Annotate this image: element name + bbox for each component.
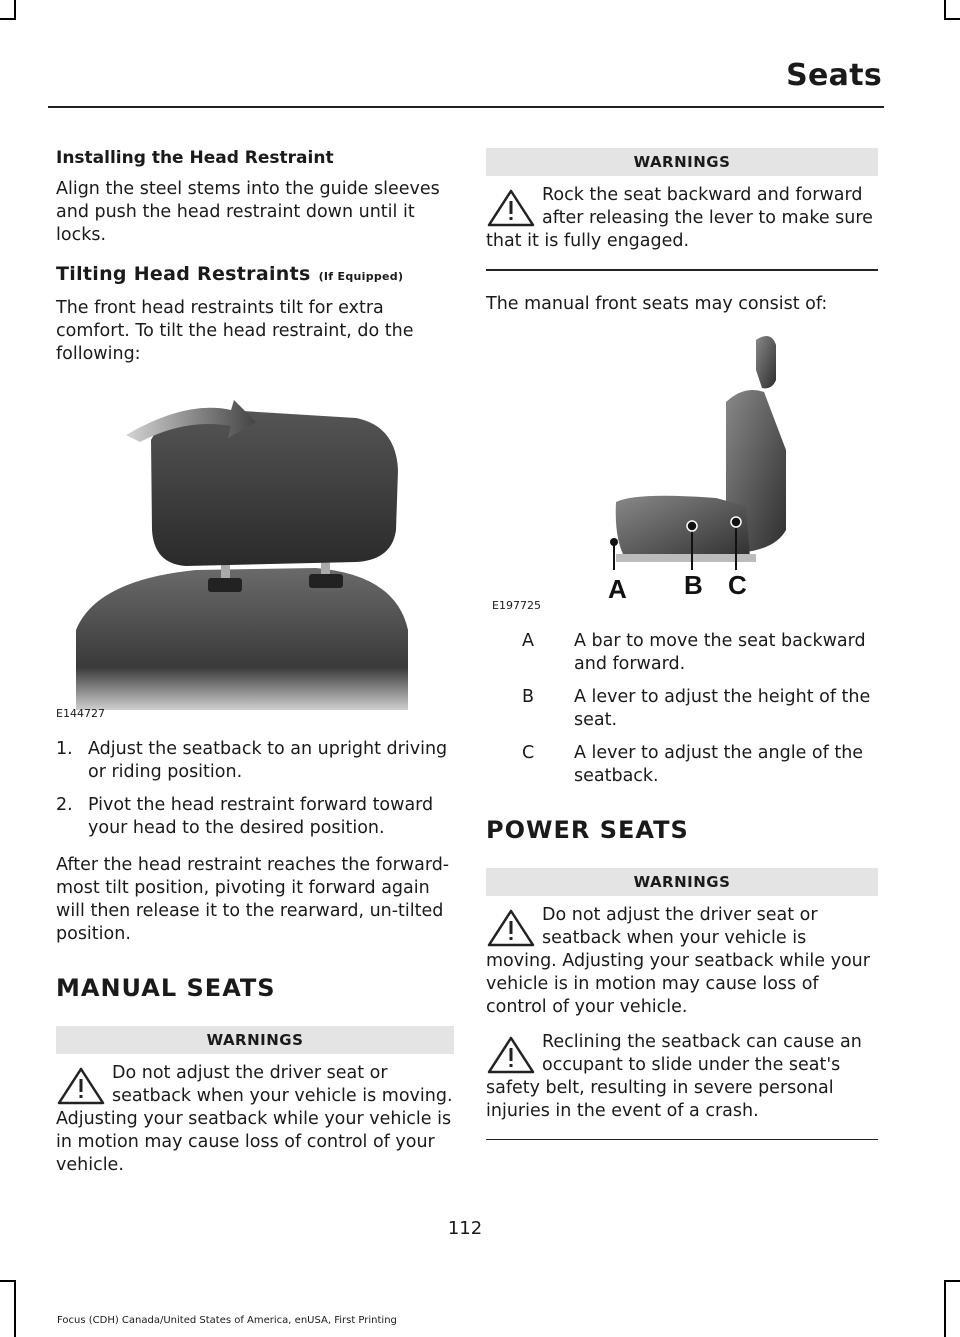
installing-text: Align the steel stems into the guide sleeves and push the head restraint down until it locks.	[56, 179, 440, 245]
legend-key: C	[522, 742, 535, 763]
warnings-header: WARNINGS	[486, 148, 878, 176]
seat-controls-figure	[486, 330, 878, 612]
figure-code: E144727	[56, 707, 105, 720]
list-item	[56, 794, 454, 840]
left-column	[56, 148, 454, 1189]
page-number: 112	[447, 1218, 483, 1239]
warnings-header: WARNINGS	[486, 868, 878, 896]
crop-mark	[944, 1280, 960, 1282]
head-restraint-figure	[56, 380, 454, 720]
warning-text: Rock the seat backward and forward after releasing the lever to make sure that it is fully engaged.	[486, 185, 873, 251]
legend-row	[486, 630, 878, 676]
warning-end-rule	[486, 1139, 878, 1141]
figure-label-a: A	[608, 573, 627, 604]
warning-item	[486, 904, 878, 1019]
manual-seats-heading: MANUAL SEATS	[56, 974, 276, 1002]
warning-triangle-icon	[56, 1066, 106, 1106]
figure-label-c: C	[728, 569, 747, 600]
figure-label-b: B	[684, 569, 703, 600]
warning-item	[486, 184, 878, 253]
legend-key: A	[522, 630, 534, 651]
warnings-header: WARNINGS	[56, 1026, 454, 1054]
if-equipped-note: (If Equipped)	[318, 270, 404, 283]
legend-key: B	[522, 686, 535, 707]
figure-code: E197725	[492, 598, 541, 612]
step-number: 1.	[56, 739, 73, 759]
after-text: After the head restraint reaches the forward-most tilt position, pivoting it forward again will then release it to the rearward, un-tilted position.	[56, 855, 450, 944]
legend-text: A lever to adjust the angle of the seatback.	[574, 742, 864, 786]
crop-mark	[0, 1280, 16, 1282]
crop-mark	[944, 1280, 946, 1337]
tilting-heading	[56, 263, 454, 285]
warning-item	[56, 1062, 454, 1177]
tilt-steps	[56, 738, 454, 840]
warning-text: Reclining the seatback can cause an occupant to slide under the seat's safety belt, resulting in severe personal injuries in the event of a crash.	[486, 1031, 862, 1121]
seat-controls-legend	[486, 630, 878, 788]
crop-mark	[14, 0, 16, 20]
header-rule	[48, 106, 884, 108]
right-column	[486, 148, 878, 1162]
legend-row	[486, 686, 878, 732]
warning-text: Do not adjust the driver seat or seatback when your vehicle is moving. Adjusting your seatback while your vehicle is in motion may cause loss of control of your vehicle.	[56, 1063, 453, 1175]
page-title: Seats	[786, 58, 882, 93]
consist-text: The manual front seats may consist of:	[486, 293, 828, 314]
step-number: 2.	[56, 795, 73, 815]
warning-end-rule	[486, 269, 878, 271]
step-text: Pivot the head restraint forward toward your head to the desired position.	[88, 795, 434, 838]
legend-text: A lever to adjust the height of the seat.	[574, 686, 871, 730]
crop-mark	[944, 0, 946, 20]
power-seats-heading: POWER SEATS	[486, 815, 689, 844]
crop-mark	[944, 18, 960, 20]
footer-text: Focus (CDH) Canada/United States of America, enUSA, First Printing	[57, 1315, 397, 1326]
legend-text: A bar to move the seat backward and forward.	[574, 630, 866, 674]
list-item	[56, 738, 454, 784]
crop-mark	[14, 1280, 16, 1337]
legend-row	[486, 742, 878, 788]
tilting-heading-text: Tilting Head Restraints	[56, 263, 311, 285]
installing-heading: Installing the Head Restraint	[56, 148, 334, 168]
head-restraint-illustration	[56, 380, 454, 710]
crop-mark	[0, 18, 16, 20]
tilting-text: The front head restraints tilt for extra comfort. To tilt the head restraint, do the following:	[56, 298, 414, 364]
warning-triangle-icon	[486, 908, 536, 948]
step-text: Adjust the seatback to an upright driving or riding position.	[88, 739, 448, 782]
warning-triangle-icon	[486, 1035, 536, 1075]
warning-item	[486, 1031, 878, 1123]
warning-text: Do not adjust the driver seat or seatback when your vehicle is moving. Adjusting your seatback while your vehicle is in motion may cause loss of control of your vehicle.	[486, 904, 870, 1017]
seat-side-illustration	[486, 330, 878, 612]
warning-triangle-icon	[486, 188, 536, 228]
